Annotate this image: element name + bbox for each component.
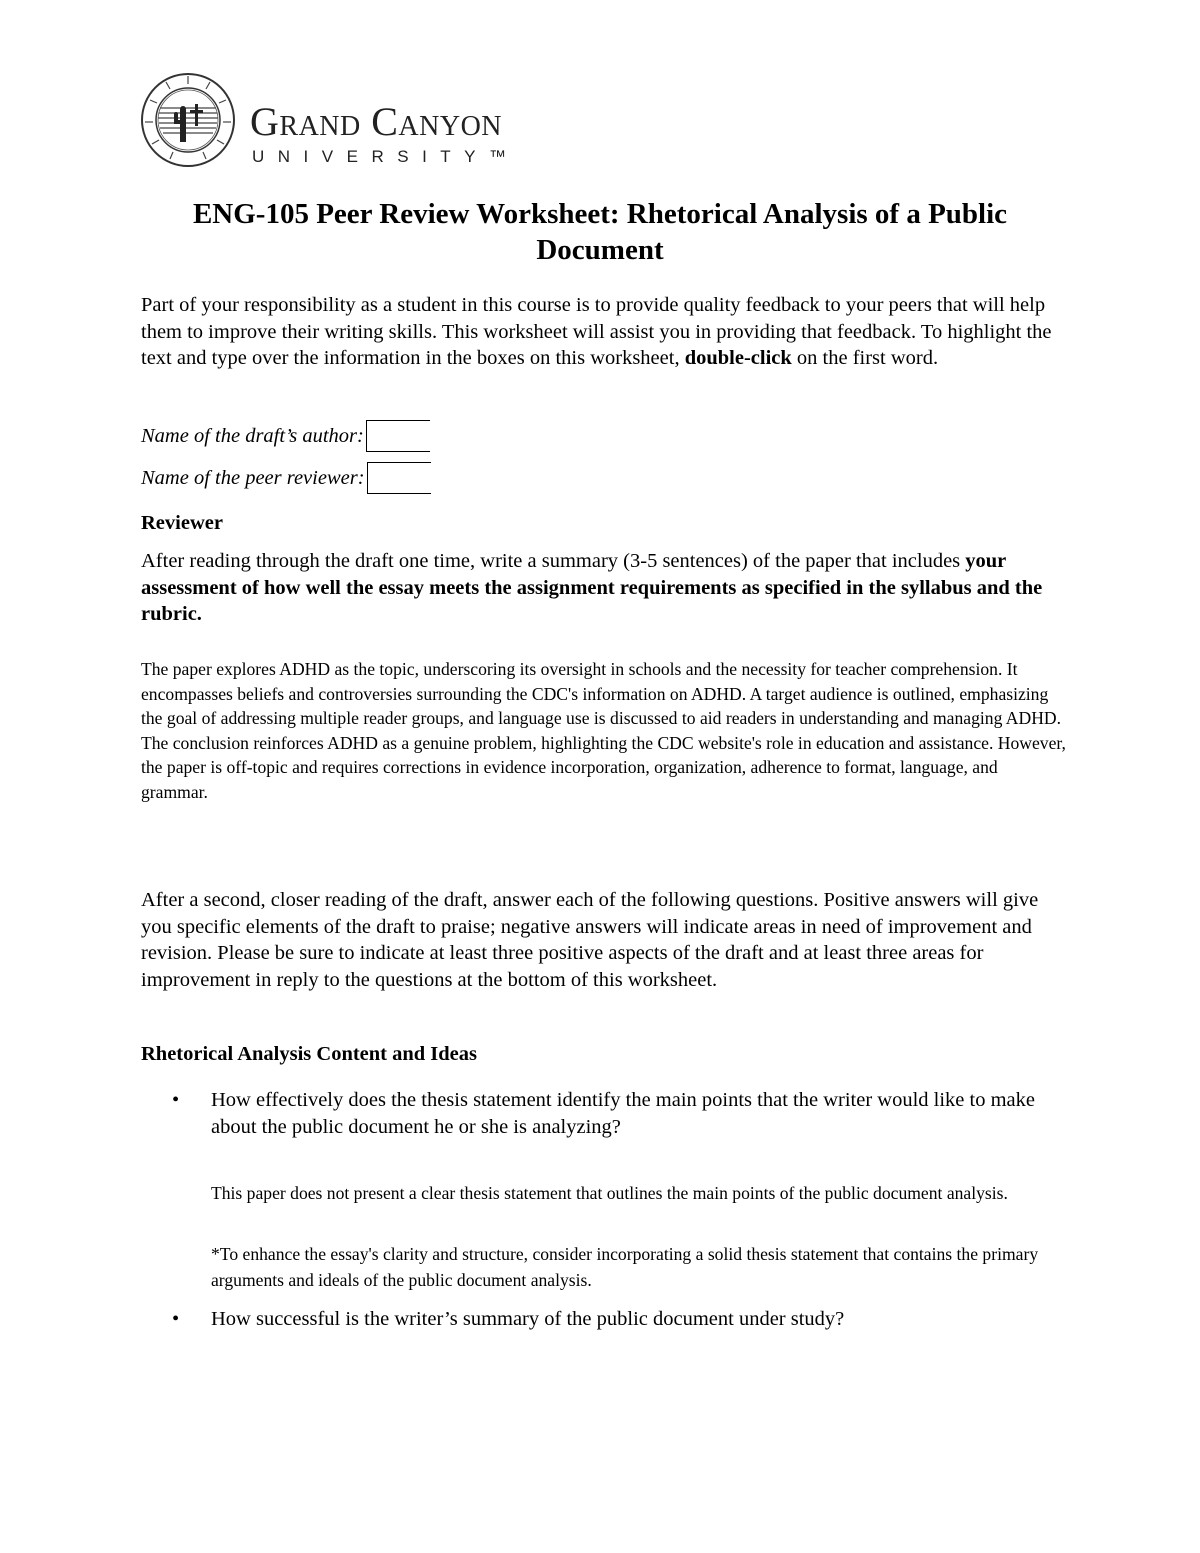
- reviewer-heading: Reviewer: [141, 512, 223, 534]
- content-heading: Rhetorical Analysis Content and Ideas: [141, 1043, 478, 1065]
- author-field: [141, 420, 430, 452]
- question-summary: [172, 1306, 1062, 1333]
- logo-name: Grand Canyon: [250, 99, 503, 144]
- reviewer-prompt: [141, 548, 1066, 628]
- reviewer-input[interactable]: [367, 462, 431, 494]
- second-reading-paragraph: After a second, closer reading of the draft, answer each of the following questions. Positive answers will give you specific elements of the draft to praise; negative answers will indicate areas in need of improvement and revision. Please be sure to indicate at least three positive aspects of the draft and at least three areas for improvement in reply to the questions at the bottom of this worksheet.: [141, 889, 1039, 991]
- intro-text-end: on the first word.: [791, 347, 939, 369]
- question-text: How effectively does the thesis statement identify the main points that the writer would like to make about the public document he or she is analyzing?: [211, 1089, 1035, 1138]
- university-logo: [140, 72, 600, 168]
- intro-text: Part of your responsibility as a student in this course is to provide quality feedback to your peers that will help them to improve their writing skills. This worksheet will assist you in providing that feedback. To highlight the text and type over the information in the boxes on this worksheet,: [141, 294, 1052, 369]
- summary-answer[interactable]: The paper explores ADHD as the topic, underscoring its oversight in schools and the necessity for teacher comprehension. It encompasses beliefs and controversies surrounding the CDC's information on ADHD. A target audience is outlined, emphasizing the goal of addressing multiple reader groups, and language use is discussed to aid readers in understanding and managing ADHD. The conclusion reinforces ADHD as a genuine problem, highlighting the CDC website's role in education and assistance. However, the paper is off-topic and requires corrections in evidence incorporation, organization, adherence to format, language, and grammar.: [141, 659, 1066, 802]
- reviewer-label: Name of the peer reviewer:: [141, 467, 365, 489]
- intro-paragraph: [141, 292, 1066, 372]
- reviewer-prompt-text: After reading through the draft one time, write a summary (3-5 sentences) of the paper that includes: [141, 550, 966, 572]
- question-text: How successful is the writer’s summary of the public document under study?: [211, 1308, 845, 1330]
- reviewer-prompt-bold: your assessment of how well the essay meets the assignment requirements as specified in the syllabus and the rubric.: [141, 550, 1043, 625]
- reviewer-field: [141, 462, 431, 494]
- author-label: Name of the draft’s author:: [141, 425, 364, 447]
- page-title: ENG-105 Peer Review Worksheet: Rhetorical Analysis of a Public Document: [192, 198, 1008, 266]
- thesis-answer[interactable]: This paper does not present a clear thesis statement that outlines the main points of the public document analysis.: [211, 1183, 1008, 1203]
- author-input[interactable]: [366, 420, 430, 452]
- bullet-icon: •: [172, 1089, 180, 1111]
- thesis-suggestion[interactable]: *To enhance the essay's clarity and structure, consider incorporating a solid thesis statement that contains the primary arguments and ideals of the public document analysis.: [211, 1244, 1039, 1290]
- question-thesis: [172, 1087, 1062, 1140]
- bullet-icon: •: [172, 1308, 180, 1330]
- logo-subtitle: UNIVERSITY™: [252, 147, 520, 166]
- intro-bold: double-click: [684, 347, 792, 369]
- university-seal-icon: [140, 72, 240, 168]
